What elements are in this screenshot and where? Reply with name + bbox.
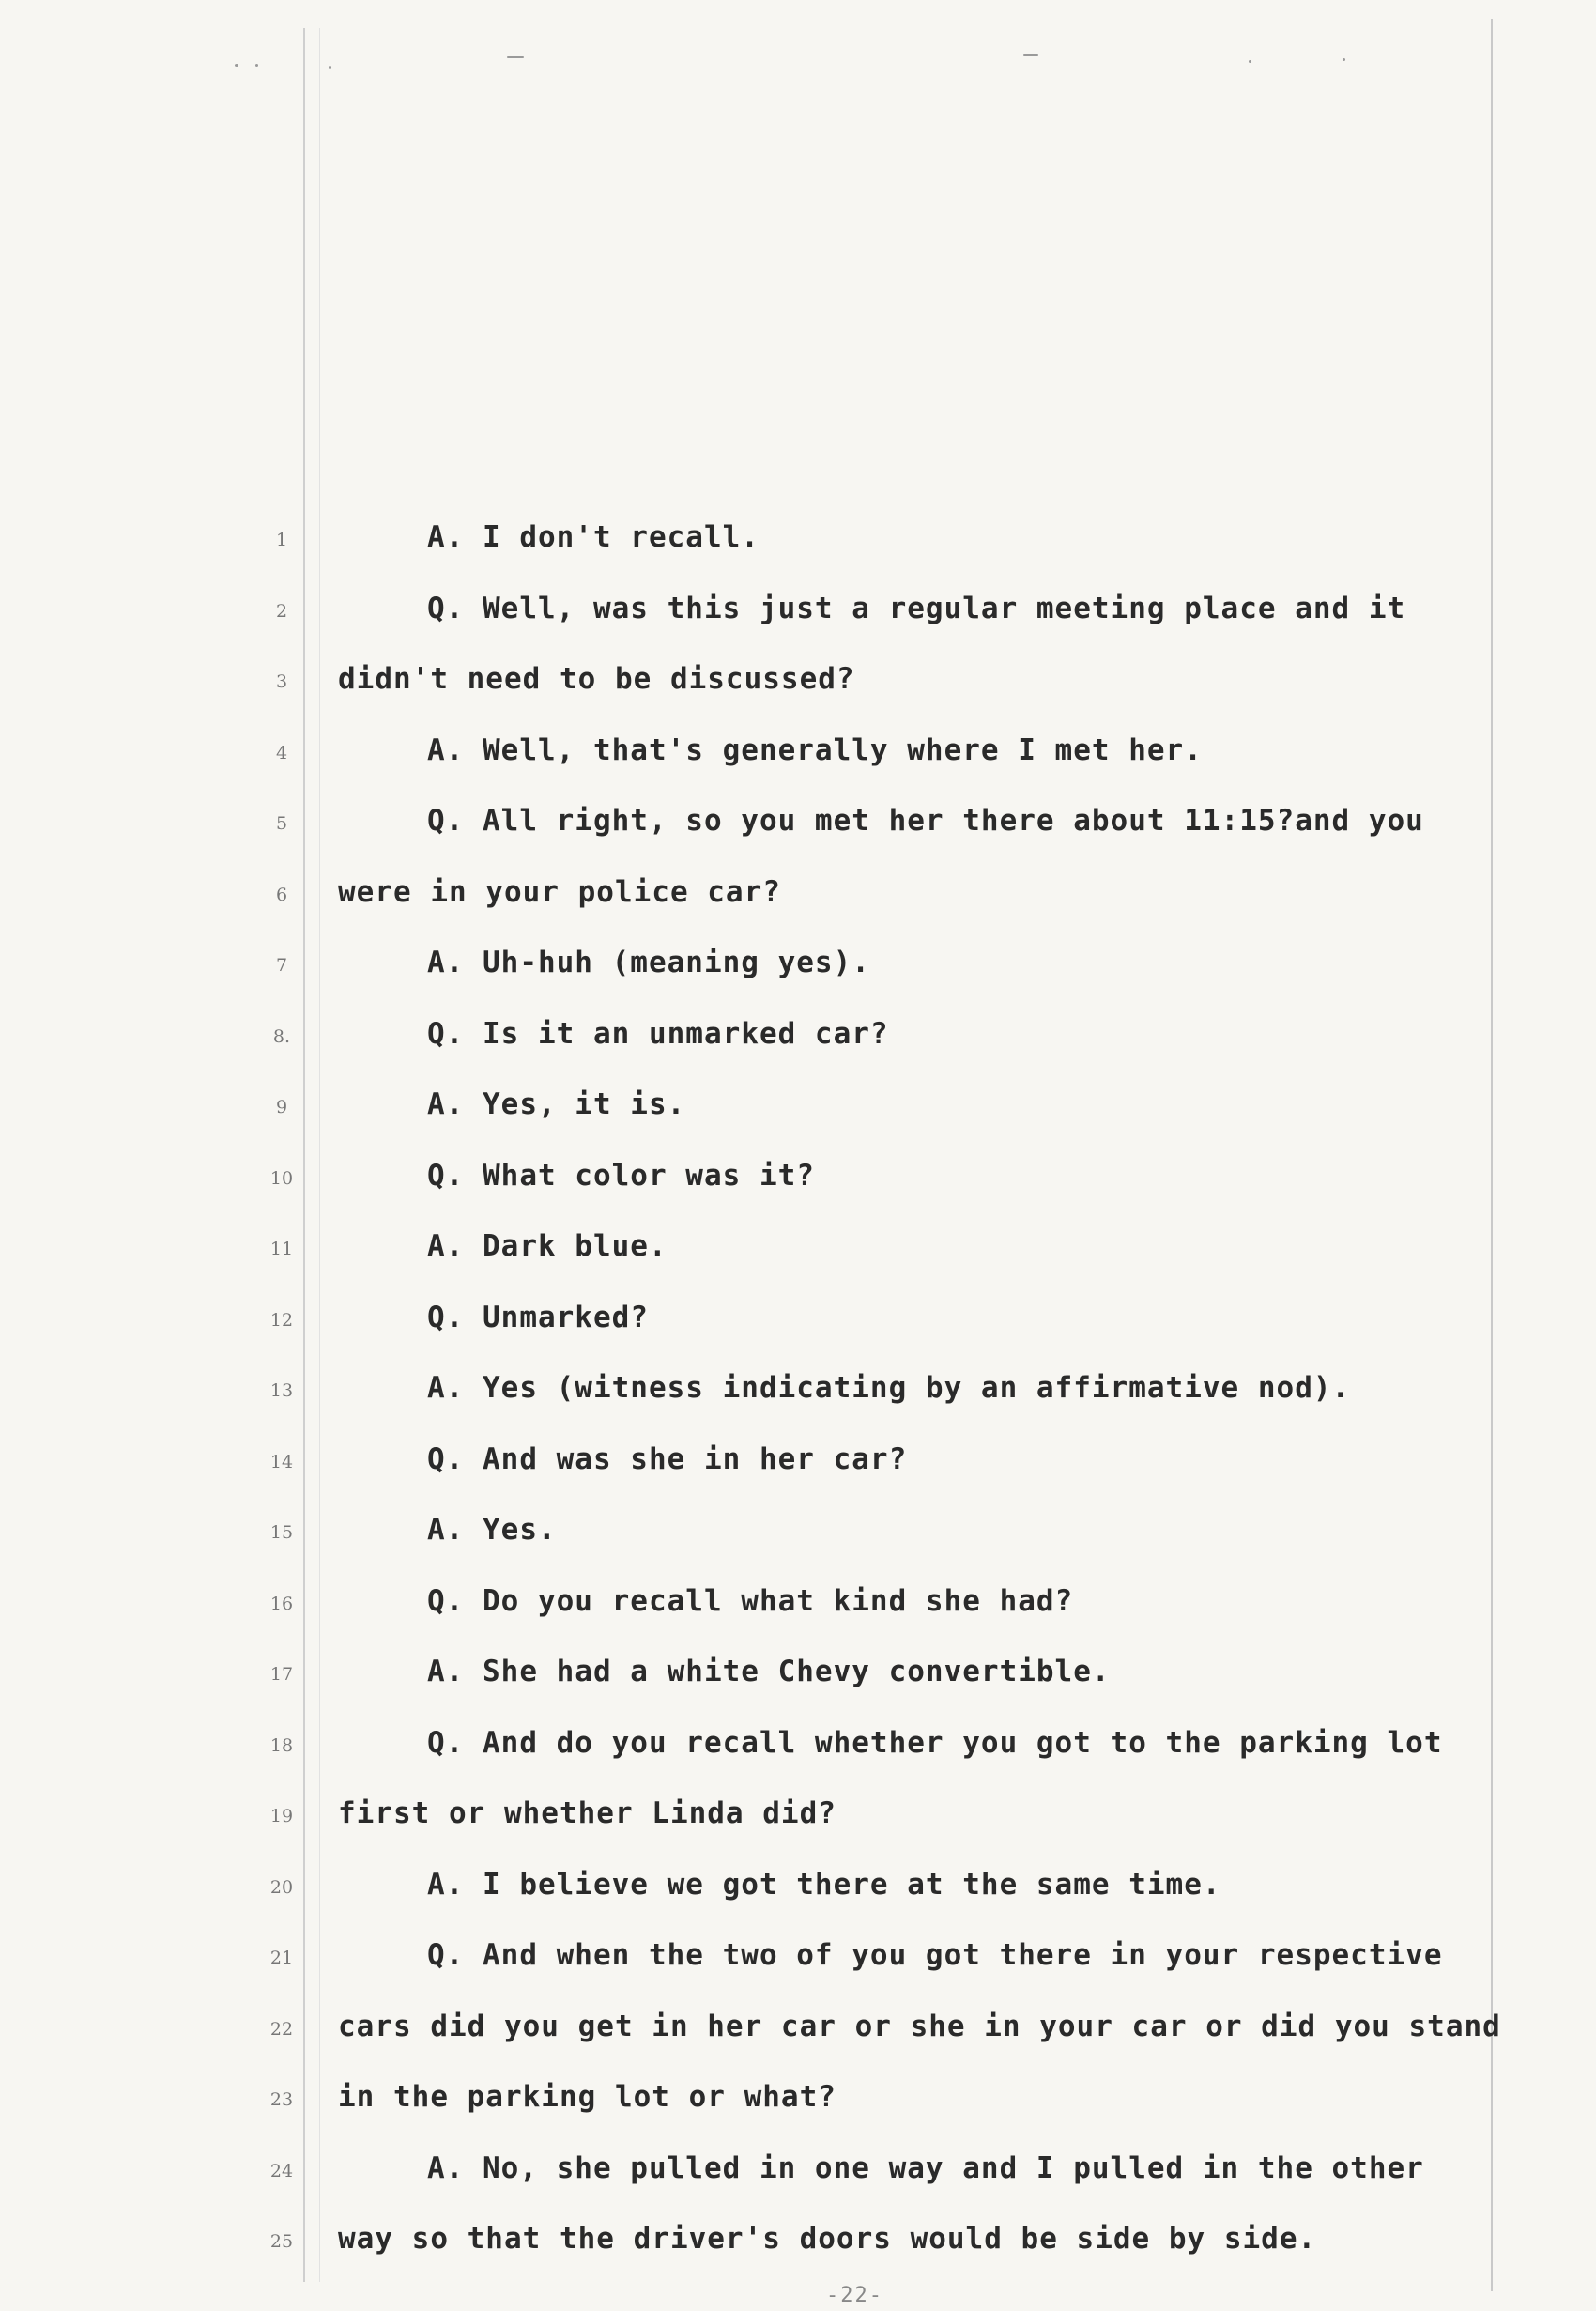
line-number: 9	[275, 1097, 288, 1117]
transcript-line: A. Yes, it is.	[427, 1087, 686, 1121]
transcript-line: Q. And was she in her car?	[427, 1441, 908, 1476]
line-number: 15	[269, 1522, 294, 1543]
transcript-line: A. Uh-huh (meaning yes).	[427, 946, 870, 979]
line-number: 3	[275, 671, 288, 692]
transcript-line: cars did you get in her car or she in your car or did you stand	[338, 2009, 1501, 2043]
transcript-line: A. Well, that's generally where I met her.	[427, 732, 1203, 767]
line-number: 12	[269, 1309, 294, 1331]
transcript-line: Q. Well, was this just a regular meeting place and it	[427, 591, 1406, 625]
transcript-line: A. Yes.	[427, 1513, 557, 1547]
transcript-line: Q. And do you recall whether you got to the parking lot	[427, 1725, 1443, 1760]
transcript-line: Q. What color was it?	[427, 1158, 815, 1193]
line-number: 21	[269, 1948, 294, 1968]
line-number: 13	[269, 1380, 294, 1401]
margin-rule	[303, 28, 305, 2282]
line-number: 10	[269, 1167, 294, 1189]
line-number: 22	[269, 2018, 294, 2040]
line-number: 24	[269, 2160, 294, 2181]
margin-rule-right	[1491, 19, 1493, 2291]
transcript-line: were in your police car?	[338, 874, 781, 909]
transcript-line: Q. Is it an unmarked car?	[427, 1016, 889, 1051]
transcript-line: A. She had a white Chevy convertible.	[427, 1655, 1111, 1688]
transcript-line: way so that the driver's doors would be side by side.	[338, 2222, 1317, 2256]
scan-speck	[329, 66, 331, 69]
transcript-line: A. No, she pulled in one way and I pulled in the other	[427, 2150, 1424, 2185]
transcript-line: Q. Do you recall what kind she had?	[427, 1583, 1074, 1618]
line-number: 8.	[272, 1025, 291, 1047]
scan-speck	[1249, 60, 1251, 63]
line-number: 4	[275, 742, 288, 763]
transcript-line: first or whether Linda did?	[338, 1796, 836, 1830]
margin-rule-inner	[319, 28, 320, 2282]
line-number: 2	[275, 600, 288, 622]
line-number: 11	[269, 1239, 294, 1259]
line-number: 7	[275, 955, 288, 976]
transcript-line: in the parking lot or what?	[338, 2080, 836, 2114]
transcript-line: A. Dark blue.	[427, 1229, 668, 1263]
transcript-line: A. I don't recall.	[427, 520, 760, 554]
line-number: 19	[269, 1806, 294, 1826]
line-number: 16	[269, 1593, 294, 1614]
transcript-line: didn't need to be discussed?	[338, 662, 855, 696]
line-number: 5	[275, 813, 288, 834]
line-number: 25	[269, 2231, 294, 2252]
scan-speck	[1343, 58, 1345, 61]
line-number: 14	[269, 1451, 294, 1472]
line-number: 1	[275, 530, 288, 550]
page-number: -22-	[826, 2284, 883, 2307]
scan-speck	[507, 56, 524, 58]
line-number: 20	[269, 1876, 294, 1898]
scan-speck	[1023, 54, 1038, 56]
transcript-line: Q. And when the two of you got there in your respective	[427, 1938, 1443, 1972]
line-number: 6	[275, 884, 288, 905]
transcript-line: A. Yes (witness indicating by an affirmative nod).	[427, 1371, 1351, 1405]
line-number: 18	[269, 1734, 294, 1756]
transcript-line: A. I believe we got there at the same time.	[427, 1867, 1221, 1902]
transcript-line: Q. Unmarked?	[427, 1300, 649, 1334]
line-number: 17	[269, 1664, 294, 1685]
scan-speck	[255, 64, 258, 67]
transcript-line: Q. All right, so you met her there about 11:15?and you	[427, 804, 1424, 838]
scan-speck	[235, 64, 238, 67]
line-number: 23	[269, 2089, 294, 2110]
